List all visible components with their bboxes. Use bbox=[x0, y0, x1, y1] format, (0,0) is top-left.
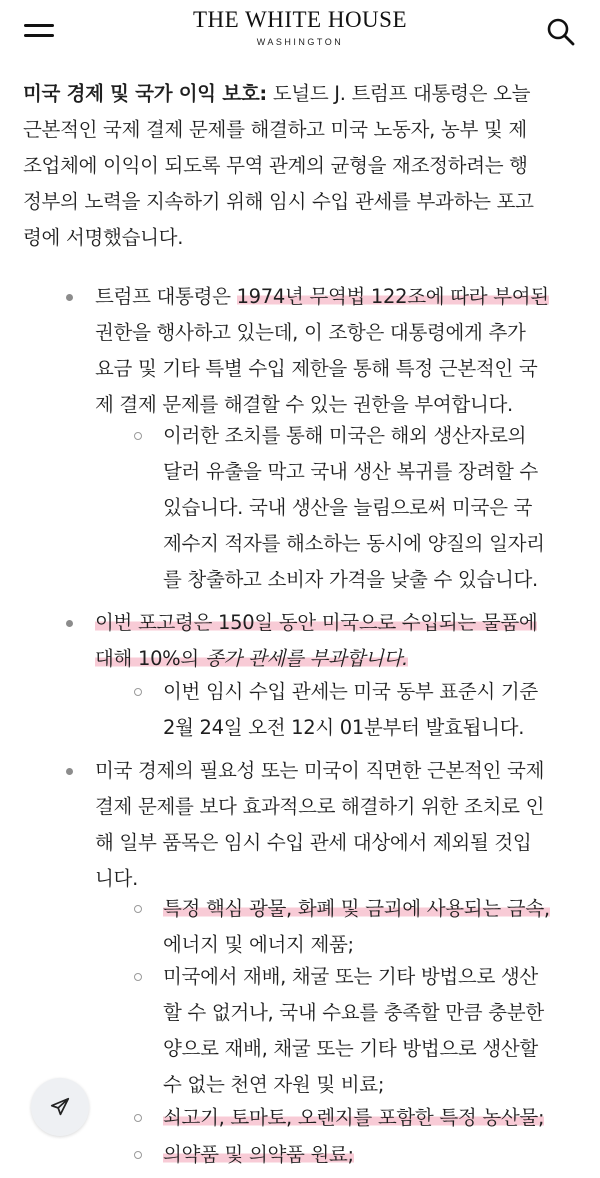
bullet-line: 권한을 행사하고 있는데, 이 조항은 대통령에게 추가 bbox=[95, 321, 526, 344]
masthead[interactable] bbox=[150, 6, 450, 47]
bullet-line: 니다. bbox=[95, 867, 138, 890]
sub-line: 수 없는 천연 자원 및 비료; bbox=[163, 1073, 385, 1096]
highlight-text: 1974년 무역법 122조에 따라 부여된 bbox=[236, 285, 549, 308]
bullet-text: 트럼프 대통령은 bbox=[95, 285, 237, 308]
sub-bullet-item bbox=[163, 891, 550, 963]
sub-bullet-circle bbox=[134, 973, 142, 981]
bullet-line: 해 일부 품목은 임시 수입 관세 대상에서 제외될 것입 bbox=[95, 831, 532, 854]
sub-line: 제수지 적자를 해소하는 동시에 양질의 일자리 bbox=[163, 532, 545, 555]
sub-line: 미국에서 재배, 채굴 또는 기타 방법으로 생산 bbox=[163, 965, 538, 988]
sub-bullet-circle bbox=[134, 432, 142, 440]
bullet-dot bbox=[66, 294, 73, 301]
intro-line: 령에 서명했습니다. bbox=[23, 226, 184, 249]
bullet-line: 제 결제 문제를 해결할 수 있는 권한을 부여합니다. bbox=[95, 393, 513, 416]
intro-line: 정부의 노력을 지속하기 위해 임시 수입 관세를 부과하는 포고 bbox=[23, 190, 534, 213]
menu-icon[interactable] bbox=[24, 22, 54, 40]
intro-heading: 미국 경제 및 국가 이익 보호: bbox=[23, 82, 267, 105]
sub-line: 이번 임시 수입 관세는 미국 동부 표준시 기준 bbox=[163, 680, 538, 703]
bullet-item bbox=[95, 605, 537, 677]
intro-paragraph bbox=[23, 76, 534, 256]
highlight-text: 대해 10%의 bbox=[95, 647, 205, 670]
sub-bullet-item bbox=[163, 1137, 354, 1173]
sub-bullet-item bbox=[163, 1100, 544, 1136]
emphasis-text: 종가 관세를 부과합니다. bbox=[204, 647, 408, 670]
site-subtitle: WASHINGTON bbox=[256, 37, 344, 47]
sub-bullet-circle bbox=[134, 1114, 142, 1122]
sub-bullet-item bbox=[163, 959, 544, 1103]
sub-line: 2월 24일 오전 12시 01분부터 발효됩니다. bbox=[163, 716, 525, 739]
site-title: THE WHITE HOUSE bbox=[192, 7, 408, 32]
intro-line: 근본적인 국제 결제 문제를 해결하고 미국 노동자, 농부 및 제 bbox=[23, 118, 527, 141]
send-icon bbox=[49, 1096, 71, 1118]
bullet-item bbox=[95, 279, 549, 423]
search-icon[interactable] bbox=[545, 16, 577, 48]
highlight-text: 의약품 및 의약품 원료; bbox=[163, 1143, 354, 1166]
bullet-line: 요금 및 기타 특별 수입 제한을 통해 특정 근본적인 국 bbox=[95, 357, 538, 380]
sub-line: 이러한 조치를 통해 미국은 해외 생산자로의 bbox=[163, 424, 527, 447]
highlight-text: 특정 핵심 광물, 화폐 및 금괴에 사용되는 금속, bbox=[163, 897, 550, 920]
bullet-line: 미국 경제의 필요성 또는 미국이 직면한 근본적인 국제 bbox=[95, 759, 545, 782]
intro-text: 도널드 J. 트럼프 대통령은 오늘 bbox=[266, 82, 531, 105]
sub-line: 있습니다. 국내 생산을 늘림으로써 미국은 국 bbox=[163, 496, 533, 519]
bullet-dot bbox=[66, 768, 73, 775]
sub-line: 에너지 및 에너지 제품; bbox=[163, 933, 354, 956]
sub-line: 양으로 재배, 채굴 또는 기타 방법으로 생산할 bbox=[163, 1037, 538, 1060]
highlight-text: 이번 포고령은 150일 동안 미국으로 수입되는 물품에 bbox=[95, 611, 538, 634]
sub-line: 달러 유출을 막고 국내 생산 복귀를 장려할 수 bbox=[163, 460, 538, 483]
share-button[interactable] bbox=[31, 1078, 89, 1136]
top-bar bbox=[0, 0, 600, 62]
sub-bullet-circle bbox=[134, 688, 142, 696]
bullet-dot bbox=[66, 620, 73, 627]
intro-line: 조업체에 이익이 되도록 무역 관계의 균형을 재조정하려는 행 bbox=[23, 154, 528, 177]
sub-bullet-circle bbox=[134, 1151, 142, 1159]
sub-line: 를 창출하고 소비자 가격을 낮출 수 있습니다. bbox=[163, 568, 538, 591]
bullet-item bbox=[95, 753, 544, 897]
bullet-line: 결제 문제를 보다 효과적으로 해결하기 위한 조치로 인 bbox=[95, 795, 545, 818]
sub-bullet-circle bbox=[134, 905, 142, 913]
sub-bullet-item bbox=[163, 418, 545, 598]
sub-line: 할 수 없거나, 국내 수요를 충족할 만큼 충분한 bbox=[163, 1001, 544, 1024]
highlight-text: 쇠고기, 토마토, 오렌지를 포함한 특정 농산물; bbox=[163, 1106, 545, 1129]
sub-bullet-item bbox=[163, 674, 538, 746]
